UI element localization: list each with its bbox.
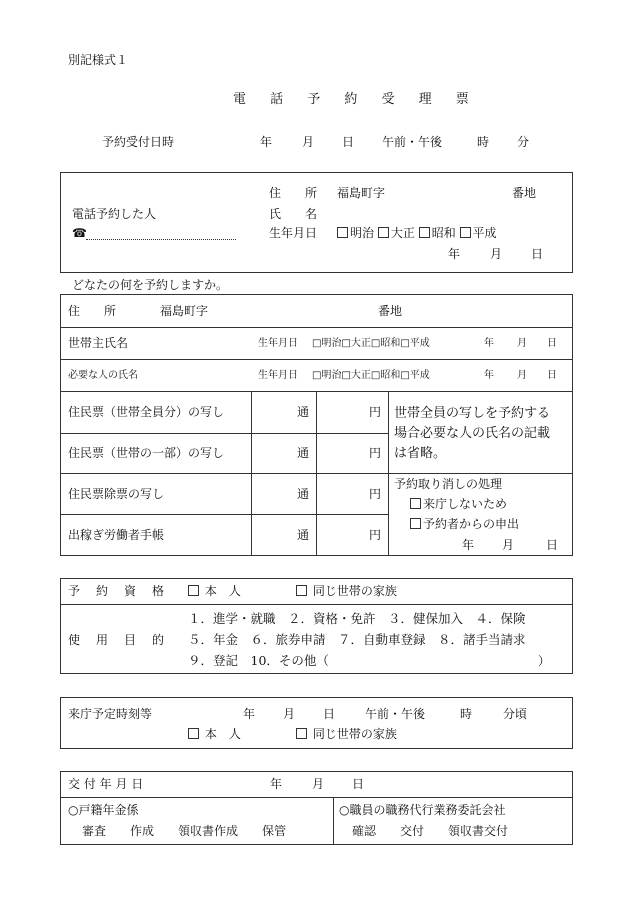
issue-month: 月 — [312, 777, 325, 791]
doc-fee-unit: 円 — [369, 487, 382, 501]
caller-address-label: 住 所 — [269, 186, 318, 200]
doc-count-unit: 通 — [297, 446, 310, 460]
doc-name: 住民票（世帯全員分）の写し — [68, 405, 225, 419]
eligibility-self — [188, 584, 241, 598]
head-month: 月 — [517, 338, 527, 349]
target-address-value: 福島町字 — [160, 304, 209, 318]
receipt-label: 予約受付日時 — [102, 135, 175, 149]
needed-era-options: □明治□大正□昭和□平成 — [312, 370, 430, 381]
doc-name: 住民票除票の写し — [68, 487, 165, 501]
needed-month: 月 — [517, 370, 527, 381]
visit-self — [188, 727, 241, 741]
visit-self-checkbox[interactable] — [188, 728, 199, 739]
taisho-label: 大正 — [390, 226, 415, 240]
caller-label: 電話予約した人 — [72, 207, 157, 221]
note-line-1: 世帯全員の写しを予約する — [394, 406, 551, 421]
note-line-2: 場合必要な人の氏名の記載 — [394, 426, 551, 441]
registry-pension-title: ○戸籍年金係 — [68, 803, 139, 817]
question-text: どなたの何を予約しますか。 — [72, 278, 229, 292]
visit-family — [296, 727, 397, 741]
purpose-label: 使 用 目 的 — [68, 633, 167, 647]
caller-birth-year: 年 — [448, 247, 461, 261]
visit-family-label: 同じ世帯の家族 — [312, 727, 397, 741]
caller-birth-month: 月 — [490, 247, 503, 261]
doc-count-unit: 通 — [297, 405, 310, 419]
eligibility-family — [296, 584, 397, 598]
visit-ampm: 午前・午後 — [365, 707, 426, 721]
row-divider — [60, 797, 573, 798]
col-divider — [333, 797, 334, 845]
visit-year: 年 — [243, 707, 256, 721]
visit-day: 日 — [323, 707, 336, 721]
heisei-label: 平成 — [472, 226, 497, 240]
head-birth-label: 生年月日 — [258, 338, 298, 349]
receipt-month: 月 — [302, 135, 315, 149]
head-era-options: □明治□大正□昭和□平成 — [312, 338, 430, 349]
caller-birth-label: 生年月日 — [269, 226, 318, 240]
telephone-icon: ☎ — [72, 226, 87, 240]
col-divider — [316, 391, 317, 556]
cancel-day: 日 — [546, 538, 559, 552]
row-divider — [60, 433, 388, 434]
visit-label: 来庁予定時刻等 — [68, 707, 153, 721]
row-divider — [60, 359, 573, 360]
doc-name: 出稼ぎ労働者手帳 — [68, 528, 165, 542]
head-name-label: 世帯主氏名 — [68, 336, 129, 350]
showa-label: 昭和 — [431, 226, 456, 240]
target-banchi: 番地 — [378, 304, 403, 318]
cancel-option-1-label: 来庁しないため — [423, 497, 508, 511]
form-title: 電 話 予 約 受 理 票 — [233, 92, 479, 107]
issue-year: 年 — [270, 777, 283, 791]
receipt-ampm: 午前・午後 — [382, 135, 443, 149]
eligibility-family-checkbox[interactable] — [296, 585, 307, 596]
needed-day: 日 — [547, 370, 557, 381]
note-line-3: は省略。 — [394, 446, 447, 461]
purpose-line-3: ９．登記 10．その他（ — [188, 653, 329, 668]
doc-fee-unit: 円 — [369, 446, 382, 460]
cancel-option-1 — [410, 497, 507, 511]
needed-name-label: 必要な人の氏名 — [68, 370, 138, 381]
cancel-option-2 — [410, 517, 519, 531]
purpose-line-2: ５．年金 ６．旅券申請 ７．自動車登録 ８．諸手当請求 — [188, 632, 526, 647]
purpose-line-1: １．進学・就職 ２．資格・免許 ３．健保加入 ４．保険 — [188, 611, 526, 626]
visit-box — [60, 697, 573, 749]
caller-era-options — [337, 226, 497, 240]
cancel-month: 月 — [502, 538, 515, 552]
registry-pension-steps: 審査 作成 領収書作成 保管 — [82, 824, 287, 838]
doc-fee-unit: 円 — [369, 528, 382, 542]
receipt-minute: 分 — [517, 135, 530, 149]
form-id: 別記様式１ — [68, 53, 129, 67]
row-divider — [60, 514, 388, 515]
receipt-year: 年 — [260, 135, 273, 149]
visit-self-label: 本 人 — [204, 727, 241, 741]
caller-name-label: 氏 名 — [269, 207, 318, 221]
doc-count-unit: 通 — [297, 528, 310, 542]
eligibility-self-checkbox[interactable] — [188, 585, 199, 596]
taisho-checkbox[interactable] — [378, 227, 389, 238]
caller-address-value: 福島町字 — [337, 186, 386, 200]
doc-count-unit: 通 — [297, 487, 310, 501]
target-address-label: 住 所 — [68, 304, 117, 318]
visit-minute: 分頃 — [503, 707, 528, 721]
doc-name: 住民票（世帯の一部）の写し — [68, 446, 225, 460]
caller-banchi: 番地 — [512, 186, 537, 200]
caller-birth-day: 日 — [531, 247, 544, 261]
purpose-close: ） — [538, 654, 551, 668]
col-divider — [388, 391, 389, 556]
cancel-year: 年 — [462, 538, 475, 552]
needed-year: 年 — [484, 370, 494, 381]
issue-day: 日 — [352, 777, 365, 791]
cancel-request-checkbox[interactable] — [410, 518, 421, 529]
cancel-no-visit-checkbox[interactable] — [410, 498, 421, 509]
eligibility-self-label: 本 人 — [204, 584, 241, 598]
doc-fee-unit: 円 — [369, 405, 382, 419]
showa-checkbox[interactable] — [419, 227, 430, 238]
visit-hour: 時 — [460, 707, 473, 721]
meiji-label: 明治 — [350, 226, 375, 240]
meiji-checkbox[interactable] — [337, 227, 348, 238]
needed-birth-label: 生年月日 — [258, 370, 298, 381]
receipt-day: 日 — [342, 135, 355, 149]
head-year: 年 — [484, 338, 494, 349]
row-divider — [60, 327, 573, 328]
head-day: 日 — [547, 338, 557, 349]
telephone-number-line — [86, 239, 236, 240]
issue-date-label: 交 付 年 月 日 — [68, 777, 144, 791]
row-divider — [60, 604, 573, 605]
visit-month: 月 — [283, 707, 296, 721]
visit-family-checkbox[interactable] — [296, 728, 307, 739]
cancel-option-2-label: 予約者からの申出 — [423, 517, 520, 531]
receipt-hour: 時 — [477, 135, 490, 149]
contractor-steps: 確認 交付 領収書交付 — [352, 824, 509, 838]
cancel-title: 予約取り消しの処理 — [394, 477, 503, 491]
col-divider — [251, 391, 252, 556]
eligibility-family-label: 同じ世帯の家族 — [312, 584, 397, 598]
heisei-checkbox[interactable] — [460, 227, 471, 238]
eligibility-label: 予 約 資 格 — [68, 584, 167, 598]
contractor-title: ○職員の職務代行業務委託会社 — [339, 803, 506, 817]
